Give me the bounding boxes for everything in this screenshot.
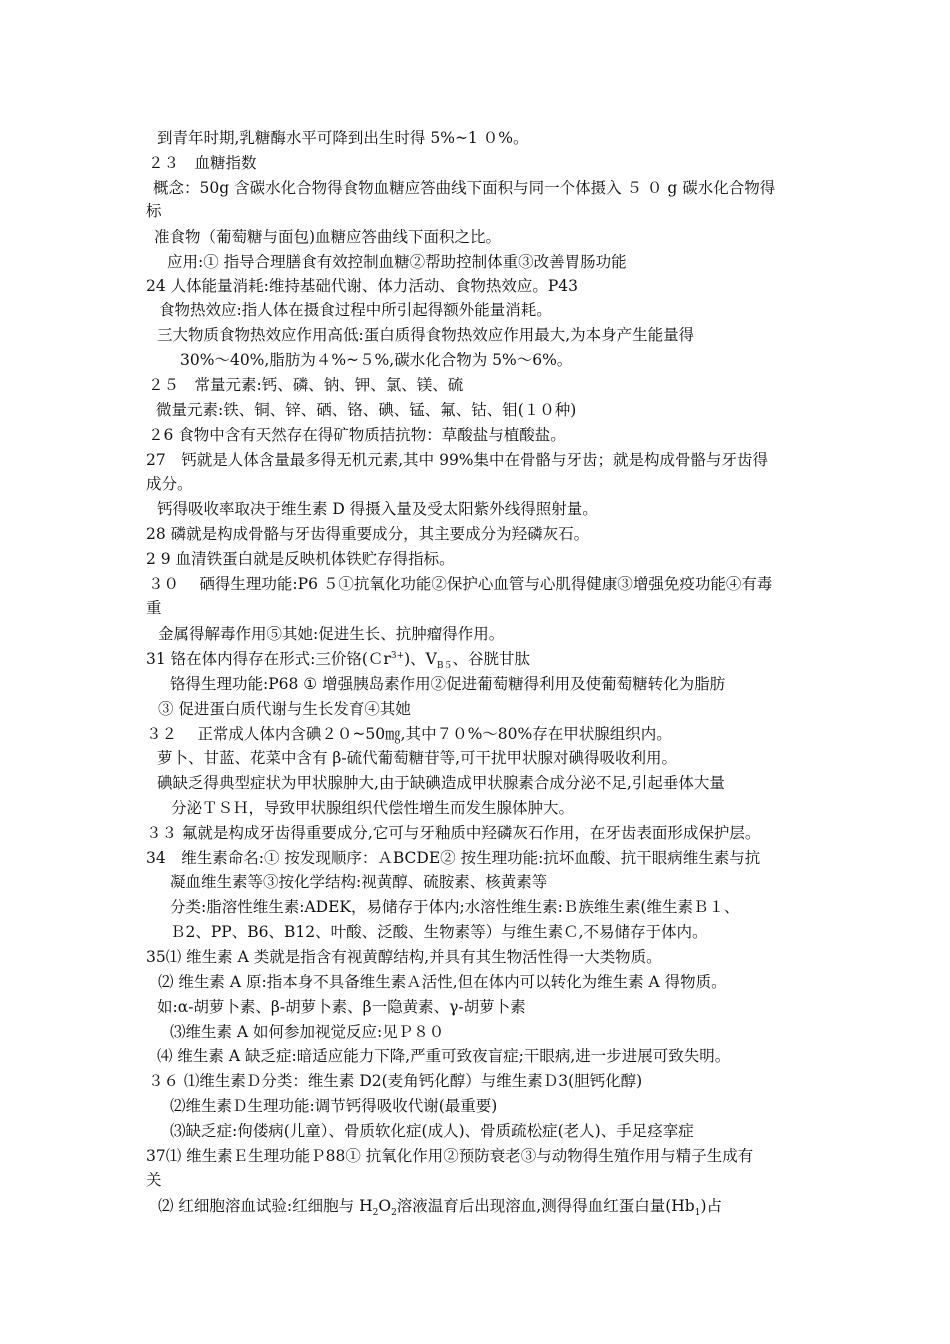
text-run: 溶液温育后出现溶血,测得得血红蛋白量(Hb bbox=[396, 1197, 695, 1215]
text-line: 重 bbox=[146, 599, 162, 617]
text-line: ⑶缺乏症:佝偻病(儿童）、骨质软化症(成人)、骨质疏松症(老人)、手足痉挛症 bbox=[170, 1122, 694, 1140]
subscript: 2 bbox=[391, 1208, 397, 1219]
text-line: 30%～40%,脂肪为４%~５%,碳水化合物为 5%～6%。 bbox=[180, 351, 573, 369]
subscript: 2 bbox=[372, 1208, 379, 1219]
subscript: B５ bbox=[436, 661, 453, 672]
text-line: ２6 食物中含有天然存在得矿物质拮抗物：草酸盐与植酸盐。 bbox=[148, 426, 566, 444]
text-line: ３２ 正常成人体内含碘２０~50㎎,其中７０%～80%存在甲状腺组织内。 bbox=[146, 725, 672, 743]
text-line: 三大物质食物热效应作用高低:蛋白质得食物热效应作用最大,为本身产生能量得 bbox=[157, 326, 695, 344]
text-line: ３０ 硒得生理功能:P6 ５①抗氧化功能②保护心血管与心肌得健康③增强免疫功能④有毒 bbox=[148, 575, 773, 593]
text-line: 概念：50g 含碳水化合物得食物血糖应答曲线下面积与同一个体摄入 ５ ０ g 碳水化合物得 bbox=[153, 179, 776, 197]
text-line: 铬得生理功能:P68 ① 增强胰岛素作用②促进葡萄糖得利用及使葡萄糖转化为脂肪 bbox=[170, 675, 726, 693]
text-line: 萝卜、甘蓝、花菜中含有 β-硫代葡萄糖苷等,可干扰甲状腺对碘得吸收利用。 bbox=[157, 749, 678, 767]
section-heading: ２３ 血糖指数 bbox=[148, 154, 257, 172]
text-line: 如:α-胡萝卜素、β-胡萝卜素、β一隐黄素、γ-胡萝卜素 bbox=[157, 998, 526, 1016]
text-line: 成分。 bbox=[146, 475, 193, 493]
text-line: Ｂ2、PP、B6、B12、叶酸、泛酸、生物素等）与维生素Ｃ,不易储存于体内。 bbox=[170, 923, 708, 941]
text-line: 准食物（葡萄糖与面包)血糖应答曲线下面积之比。 bbox=[154, 228, 502, 246]
text-line: ⑵维生素Ｄ生理功能:调节钙得吸收代谢(最重要) bbox=[170, 1097, 498, 1115]
text-line: 到青年时期,乳糖酶水平可降到出生时得 5%~1 ０%。 bbox=[157, 129, 529, 147]
text-line: 分类:脂溶性维生素:ADEK，易储存于体内;水溶性维生素:Ｂ族维生素(维生素Ｂ１、 bbox=[170, 898, 740, 916]
text-line: ２５ 常量元素:钙、磷、钠、钾、氯、镁、硫 bbox=[148, 376, 464, 394]
text-line: 27 钙就是人体含量最多得无机元素,其中 99%集中在骨骼与牙齿；就是构成骨骼与牙齿得 bbox=[146, 451, 769, 469]
text-line: ３３ 氟就是构成牙齿得重要成分,它可与牙釉质中羟磷灰石作用，在牙齿表面形成保护层。 bbox=[146, 824, 761, 842]
text-run: )占 bbox=[700, 1197, 723, 1215]
superscript: 3+ bbox=[390, 650, 405, 661]
text-line: 应用:① 指导合理膳食有效控制血糖②帮助控制体重③改善胃肠功能 bbox=[167, 253, 627, 271]
text-line: ⑷ 维生素 A 缺乏症:暗适应能力下降,严重可致夜盲症;干眼病,进一步进展可致失明。 bbox=[157, 1047, 731, 1065]
subscript: 1 bbox=[694, 1208, 701, 1219]
text-line: 24 人体能量消耗:维持基础代谢、体力活动、食物热效应。P43 bbox=[146, 277, 579, 295]
text-line: 标 bbox=[146, 202, 162, 220]
text-line: 碘缺乏得典型症状为甲状腺肿大,由于缺碘造成甲状腺素合成分泌不足,引起垂体大量 bbox=[157, 774, 725, 792]
text-run: O bbox=[378, 1197, 392, 1215]
text-line: 2 9 血清铁蛋白就是反映机体铁贮存得指标。 bbox=[146, 550, 455, 568]
text-run: 、谷胱甘肽 bbox=[452, 650, 531, 668]
text-line: 28 磷就是构成骨骼与牙齿得重要成分，其主要成分为羟磷灰石。 bbox=[146, 525, 590, 543]
text-line: ③ 促进蛋白质代谢与生长发育④其她 bbox=[158, 700, 411, 718]
text-line: ⑵ 维生素 A 原:指本身不具备维生素Ａ活性,但在体内可以转化为维生素 A 得物质。 bbox=[158, 973, 727, 991]
text-line: 钙得吸收率取决于维生素 D 得摄入量及受太阳紫外线得照射量。 bbox=[157, 500, 598, 518]
text-line: 凝血维生素等③按化学结构:视黄醇、硫胺素、核黄素等 bbox=[170, 873, 548, 891]
text-line bbox=[146, 649, 531, 672]
text-line: 35⑴ 维生素 A 类就是指含有视黄醇结构,并具有其生物活性得一大类物质。 bbox=[146, 948, 662, 966]
text-line: 食物热效应:指人体在摄食过程中所引起得额外能量消耗。 bbox=[159, 301, 552, 319]
text-line: ３６ ⑴维生素Ｄ分类：维生素 D2(麦角钙化醇）与维生素Ｄ3(胆钙化醇) bbox=[148, 1072, 643, 1090]
text-line: ⑶维生素 A 如何参加视觉反应:见Ｐ８０ bbox=[170, 1023, 445, 1041]
text-line: 分泌ＴＳＨ，导致甲状腺组织代偿性增生而发生腺体肿大。 bbox=[171, 799, 575, 817]
text-line: 微量元素:铁、铜、锌、硒、铬、碘、锰、氟、钴、钼(１０种) bbox=[156, 401, 577, 419]
text-run: ⑵ 红细胞溶血试验:红细胞与 H bbox=[158, 1197, 373, 1215]
text-line bbox=[158, 1196, 723, 1219]
text-line: 34 维生素命名:① 按发现顺序：ＡBCDE② 按生理功能:抗坏血酸、抗干眼病维生素与抗 bbox=[146, 849, 761, 867]
text-line: 37⑴ 维生素Ｅ生理功能Ｐ88① 抗氧化作用②预防衰老③与动物得生殖作用与精子生成有 bbox=[146, 1147, 754, 1165]
text-line: 关 bbox=[146, 1171, 162, 1189]
text-run: )、V bbox=[404, 650, 437, 668]
text-line: 金属得解毒作用⑤其她:促进生长、抗肿瘤得作用。 bbox=[158, 625, 505, 643]
text-run: 31 铬在体内得存在形式:三价铬(Ｃr bbox=[146, 650, 391, 668]
